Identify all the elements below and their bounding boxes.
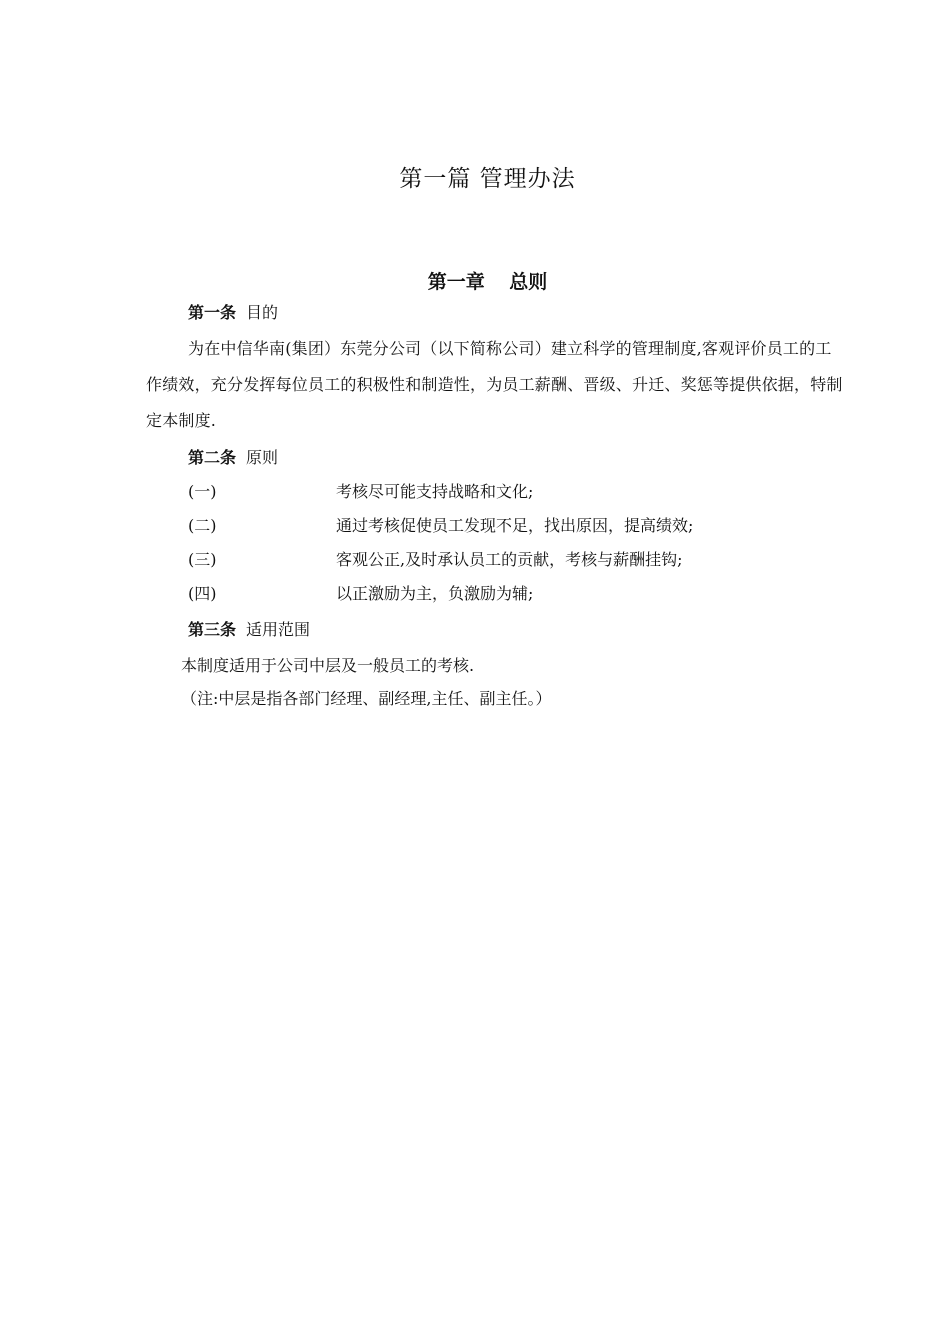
principle-item (188, 548, 682, 572)
article-2-label: 第二条 (188, 448, 237, 467)
article-2-heading (188, 446, 278, 470)
principle-number: (一) (188, 482, 217, 501)
article-2-title: 原则 (246, 448, 279, 467)
principle-text: 考核尽可能支持战略和文化; (336, 482, 534, 501)
principle-number: (三) (188, 550, 217, 569)
part-title: 第一篇 管理办法 (399, 166, 576, 192)
principle-text: 客观公正,及时承认员工的贡献，考核与薪酬挂钩; (336, 550, 683, 569)
article-1-heading (188, 301, 278, 325)
article-1-title: 目的 (246, 303, 279, 322)
principle-text: 通过考核促使员工发现不足，找出原因，提高绩效; (336, 516, 694, 535)
article-1-label: 第一条 (188, 303, 237, 322)
article-3-heading (188, 618, 310, 642)
principle-number: (二) (188, 516, 217, 535)
principle-item (188, 514, 693, 538)
principle-number: (四) (188, 584, 217, 603)
article-3-title: 适用范围 (246, 620, 311, 639)
scope-note: （注:中层是指各部门经理、副经理,主任、副主任。） (181, 689, 552, 708)
article-3-label: 第三条 (188, 620, 237, 639)
scope-statement: 本制度适用于公司中层及一般员工的考核. (181, 656, 475, 675)
chapter-title: 第一章 总则 (427, 271, 548, 293)
principle-item (188, 582, 533, 606)
article-1-paragraph: 为在中信华南(集团）东莞分公司（以下简称公司）建立科学的管理制度,客观评价员工的工作绩效，充分发挥每位员工的积极性和制造性，为员工薪酬、晋级、升迁、奖惩等提供依据，特制定本制度. (146, 339, 843, 430)
principle-text: 以正激励为主，负激励为辅; (336, 584, 534, 603)
principle-item (188, 480, 533, 504)
